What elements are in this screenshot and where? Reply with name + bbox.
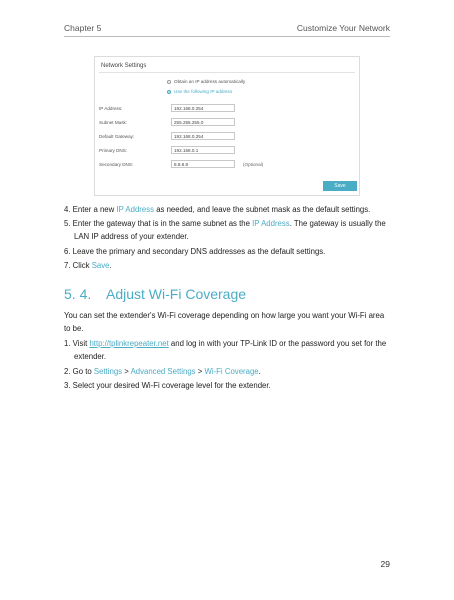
panel-divider bbox=[99, 72, 355, 73]
network-settings-panel bbox=[94, 56, 360, 196]
intro-paragraph: You can set the extender's Wi-Fi coverage depending on how large you want your Wi-Fi area to be. bbox=[64, 311, 385, 333]
default-gateway-input[interactable]: 192.168.0.254 bbox=[171, 132, 235, 140]
primary-dns-label: Primary DNS: bbox=[99, 148, 128, 153]
save-link: Save bbox=[91, 261, 110, 270]
page-number: 29 bbox=[380, 559, 390, 569]
step-4: 4. Enter a new IP Address as needed, and leave the subnet mask as the default settings. bbox=[64, 205, 371, 214]
ip-address-link: IP Address bbox=[116, 205, 155, 214]
section-number: 5. 4. bbox=[64, 286, 92, 302]
radio-checked-icon[interactable] bbox=[167, 90, 171, 94]
step-5: 5. Enter the gateway that is in the same subnet as the IP Address. The gateway is usually the LAN IP address of your extender. bbox=[64, 219, 386, 241]
step-7: 7. Click Save. bbox=[64, 261, 112, 270]
option-label: Use the following IP address bbox=[174, 89, 233, 94]
subnet-mask-label: Subnet Mask: bbox=[99, 120, 128, 125]
settings-link: Settings bbox=[93, 367, 123, 376]
option-use-following[interactable] bbox=[167, 89, 232, 94]
wifi-coverage-link: Wi-Fi Coverage bbox=[204, 367, 259, 376]
secondary-dns-input[interactable]: 8.8.8.8 bbox=[171, 160, 235, 168]
primary-dns-input[interactable]: 192.168.0.1 bbox=[171, 146, 235, 154]
tplinkrepeater-link[interactable]: http://tplinkrepeater.net bbox=[89, 339, 169, 348]
step-1: 1. Visit http://tplinkrepeater.net and log in with your TP-Link ID or the password you set for the extender. bbox=[64, 339, 387, 361]
header-divider bbox=[64, 36, 390, 37]
step-2: 2. Go to Settings > Advanced Settings > Wi-Fi Coverage. bbox=[64, 367, 261, 376]
chapter-label: Chapter 5 bbox=[64, 23, 102, 33]
option-label: Obtain an IP address automatically bbox=[174, 79, 246, 84]
secondary-dns-label: Secondary DNS: bbox=[99, 162, 134, 167]
panel-title: Network Settings bbox=[101, 63, 147, 69]
ip-address-input[interactable]: 192.168.0.254 bbox=[171, 104, 235, 112]
section-title: Adjust Wi-Fi Coverage bbox=[106, 286, 247, 302]
subnet-mask-input[interactable]: 255.255.255.0 bbox=[171, 118, 235, 126]
step-6: 6. Leave the primary and secondary DNS addresses as the default settings. bbox=[64, 247, 326, 256]
ip-address-label: IP Address: bbox=[99, 106, 123, 111]
advanced-settings-link: Advanced Settings bbox=[130, 367, 196, 376]
radio-unchecked-icon[interactable] bbox=[167, 80, 171, 84]
optional-note: (Optional) bbox=[243, 162, 264, 167]
ip-address-link: IP Address bbox=[252, 219, 290, 228]
option-obtain-automatically[interactable] bbox=[167, 79, 245, 84]
step-3: 3. Select your desired Wi-Fi coverage level for the extender. bbox=[64, 381, 271, 390]
chapter-title: Customize Your Network bbox=[296, 23, 390, 33]
default-gateway-label: Default Gateway: bbox=[99, 134, 135, 139]
section-heading bbox=[64, 286, 246, 302]
save-button[interactable]: Save bbox=[323, 181, 357, 191]
